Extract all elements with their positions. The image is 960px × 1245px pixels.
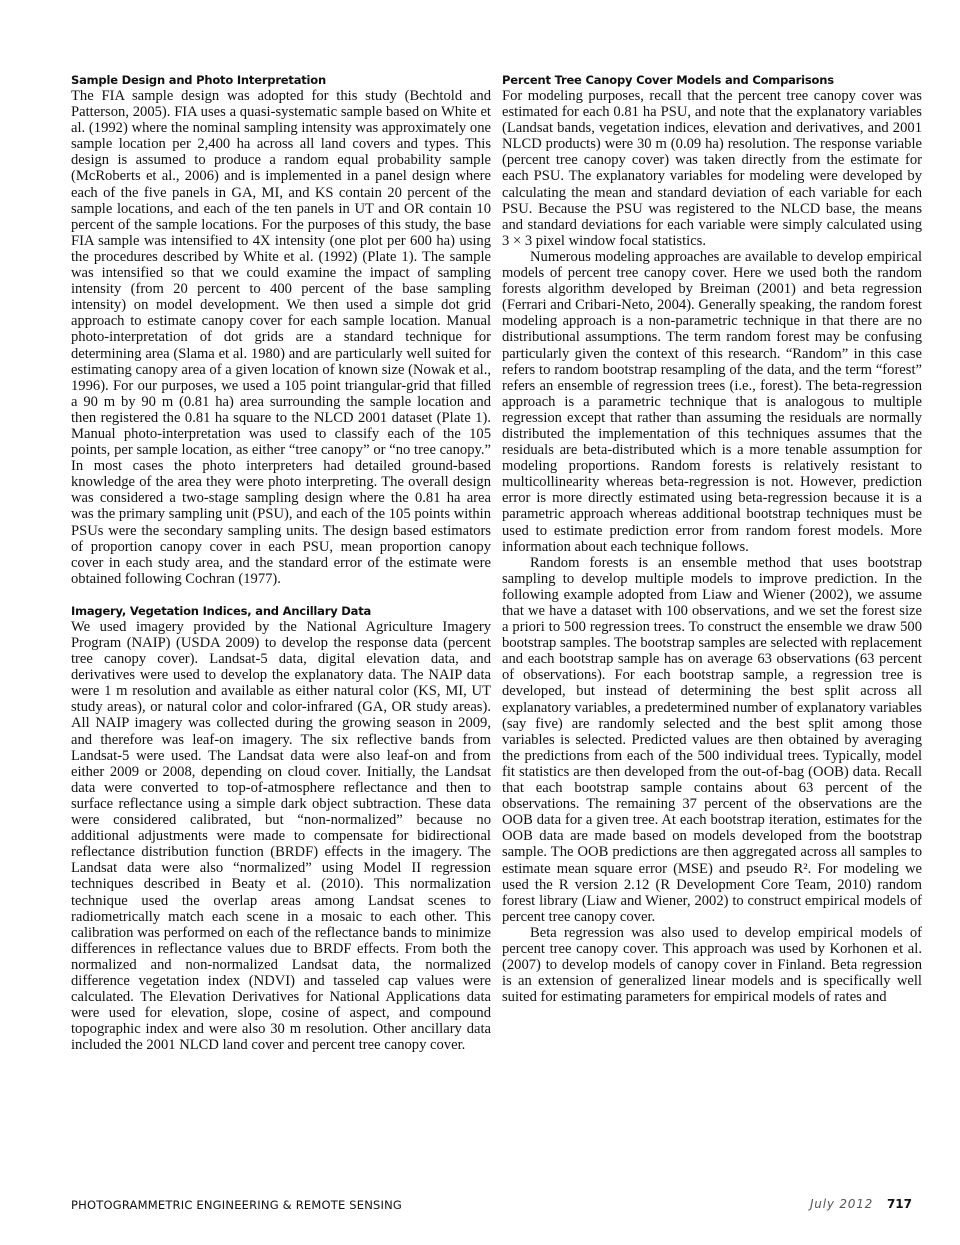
paragraph-random-forests: Random forests is an ensemble method that uses bootstrap sampling to develop multiple models to improve prediction. In the following example adopted from Liaw and Wiener (2002), we assume that we have a dataset with 100 observations, and we set the forest size a priori to 500 regression trees. To construct the ensemble we draw 500 bootstrap samples. The bootstrap samples are selected with replacement and each bootstrap sample has on average 63 observations (63 percent of observations). For each bootstrap sample, a regression tree is developed, but instead of determining the best split across all explanatory variables, a predetermined number of explanatory variables (say five) are randomly selected and the best split among those variables is selected. Predicted values are then obtained by averaging the predictions from each of the 500 individual trees. Typically, model fit statistics are then developed from the out-of-bag (OOB) data. Recall that each bootstrap sample contains about 63 percent of the observations. The remaining 37 percent of the observations are the OOB data for a given tree. At each bootstrap iteration, estimates for the OOB data are made based on models developed from the bootstrap sample. The OOB predictions are then aggregated across all samples to estimate mean square error (MSE) and pseudo R². For modeling we used the R version 2.12 (R Development Core Team, 2010) random forest library (Liaw and Wiener, 2002) to construct empirical models of percent tree canopy cover. [502,554,922,925]
paragraph-beta-regression: Beta regression was also used to develop empirical models of percent tree canopy cover. This approach was used by Korhonen et al. (2007) to develop models of canopy cover in Finland. Beta regression is an extension of generalized linear models and is specifically well suited for estimating parameters for empirical models of rates and [502,924,922,1006]
left-column [71,72,491,1053]
right-column [502,72,922,1005]
paragraph-modeling-purposes: For modeling purposes, recall that the percent tree canopy cover was estimated for each 0.81 ha PSU, and note that the explanatory variables (Landsat bands, vegetation indices, elevation and derivatives, and 2001 NLCD products) were 30 m (0.09 ha) resolution. The response variable (percent tree canopy cover) was taken directly from the estimate for each PSU. The explanatory variables for modeling were developed by calculating the mean and standard deviation of each variable for each PSU. Because the PSU was registered to the NLCD base, the means and standard deviations for each variable were simply calculated using 3 × 3 pixel window focal statistics. [502,88,922,249]
section-heading-sample-design: Sample Design and Photo Interpretation [71,73,326,87]
section-heading-canopy-models: Percent Tree Canopy Cover Models and Comparisons [502,73,834,87]
page-number: 717 [886,1197,912,1211]
paragraph-imagery: We used imagery provided by the National Agriculture Imagery Program (NAIP) (USDA 2009) to develop the response data (percent tree canopy cover). Landsat-5 data, digital elevation data, and derivatives were used to develop the explanatory data. The NAIP data were 1 m resolution and available as either natural color (KS, MI, UT study areas), or natural color and color-infrared (GA, OR study areas). All NAIP imagery was collected during the growing season in 2009, and therefore was leaf-on imagery. The six reflective bands from Landsat-5 were used. The Landsat data were also leaf-on and from either 2009 or 2008, depending on cloud cover. Initially, the Landsat data were converted to top-of-atmosphere reflectance and then to surface reflectance using a simple dark object subtraction. These data were considered calibrated, but “non-normalized” because no additional adjustments were made to compensate for bidirectional reflectance distribution function (BRDF) effects in the imagery. The Landsat data were also “normalized” using Model II regression techniques described in Beaty et al. (2010). This normalization technique used the overlap areas among Landsat scenes to radiometrically match each scene in a mosaic to each other. This calibration was performed on each of the reflectance bands to minimize differences in reflectance values due to BRDF effects. From both the normalized and non-normalized Landsat data, the normalized difference vegetation index (NDVI) and tasseled cap values were calculated. The Elevation Derivatives for National Applications data were used for elevation, slope, cosine of aspect, and compound topographic index and were also 30 m resolution. Other ancillary data included the 2001 NLCD land cover and percent tree canopy cover. [71,618,491,1054]
footer-page-info [810,1197,912,1211]
paragraph-modeling-approaches: Numerous modeling approaches are available to develop empirical models of percent tree canopy cover. Here we used both the random forests algorithm developed by Breiman (2001) and beta regression (Ferrari and Cribari-Neto, 2004). Generally speaking, the random forest modeling approach is a non-parametric technique in that there are no distributional assumptions. The term random forest may be confusing particularly given the context of this research. “Random” in this case refers to random bootstrap resampling of the data, and the term “forest” refers an ensemble of regression trees (i.e., forest). The beta-regression approach is a parametric technique that is analogous to multiple regression except that rather than assuming the residuals are normally distributed the implementation of this techniques assumes that the residuals are beta-distributed which is a more tenable assumption for modeling proportions. Random forests is relatively resistant to multicollinearity whereas beta-regression is not. However, prediction error is more directly estimated using beta-regression because it is a parametric approach whereas additional bootstrap techniques must be used to estimate prediction error from random forest models. More information about each technique follows. [502,248,922,555]
footer-journal-name: PHOTOGRAMMETRIC ENGINEERING & REMOTE SENSING [71,1198,403,1212]
section-heading-imagery: Imagery, Vegetation Indices, and Ancillary Data [71,603,372,618]
footer-date: July 2012 [809,1197,874,1211]
paragraph-sample-design: The FIA sample design was adopted for this study (Bechtold and Patterson, 2005). FIA uses a quasi-systematic sample based on White et al. (1992) where the nominal sampling intensity was approximately one sample location per 2,400 ha across all land covers and types. This design is assumed to produce a random equal probability sample (McRoberts et al., 2006) and is implemented in a panel design where each of the five panels in GA, MI, and KS contain 20 percent of the sample locations, and each of the ten panels in UT and OR contain 10 percent of the sample locations. For the purposes of this study, the base FIA sample was intensified to 4X intensity (one plot per 600 ha) using the procedures described by White et al. (1992) (Plate 1). The sample was intensified so that we could examine the impact of sampling intensity (from 20 percent to 400 percent of the base sampling intensity) on model development. We then used a simple dot grid approach to estimate canopy cover for each sample location. Manual photo-interpretation of dot grids are a standard technique for determining area (Slama et al. 1980) and are particularly well suited for estimating canopy area of a given location of known size (Nowak et al., 1996). For our purposes, we used a 105 point triangular-grid that filled a 90 m by 90 m (0.81 ha) area surrounding the sample location and then registered the 0.81 ha square to the NLCD 2001 dataset (Plate 1). Manual photo-interpretation was used to classify each of the 105 points, per sample location, as either “tree canopy” or “no tree canopy.” In most cases the photo interpreters had detailed ground-based knowledge of the area they were photo interpreting. The overall design was considered a two-stage sampling design where the 0.81 ha area was the primary sampling unit (PSU), and each of the 105 points within PSUs were the secondary sampling units. The design based estimators of proportion canopy cover in each PSU, mean proportion canopy cover in each study area, and the standard error of the estimate were obtained following Cochran (1977). [71,88,491,587]
